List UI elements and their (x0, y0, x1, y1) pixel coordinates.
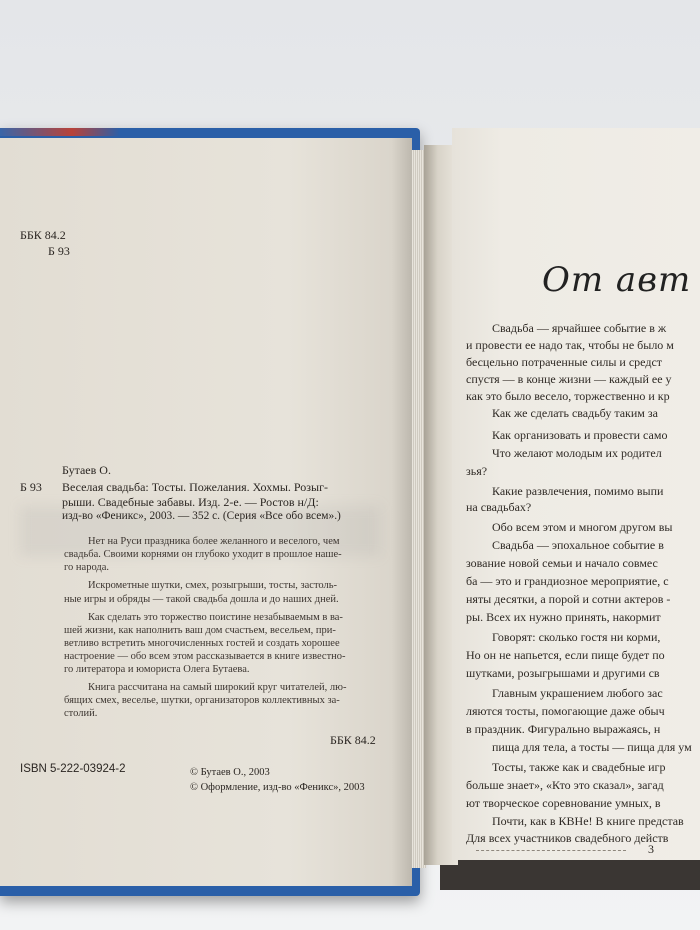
abstract-line: Книга рассчитана на самый широкий круг читателей, лю- (88, 682, 347, 693)
body-line: больше знает», «Кто это сказал», загад (466, 778, 664, 792)
left-page (0, 138, 412, 886)
copyright-design: © Оформление, изд-во «Феникс», 2003 (190, 782, 365, 793)
body-line: Говорят: сколько гостя ни корми, (492, 630, 661, 644)
body-line: Обо всем этом и многом другом вы (492, 520, 673, 534)
abstract-line: ветливо встретить многочисленных гостей и создать хорошее (64, 638, 340, 649)
biblio-line-3: изд-во «Феникс», 2003. — 352 с. (Серия «Все обо всем».) (62, 510, 341, 522)
body-line: ют творческое соревнование умных, в (466, 796, 661, 810)
body-line: шутками, розыгрышами и другими св (466, 666, 660, 680)
biblio-line-2: рыши. Свадебные забавы. Изд. 2-е. — Ростов н/Д: (62, 495, 319, 509)
abstract-line: ные игры и обряды — такой свадьба дошла и до наших дней. (64, 594, 339, 605)
body-line: Главным украшением любого зас (492, 686, 663, 700)
body-line: Почти, как в КВНе! В книге представ (492, 814, 684, 828)
abstract-line: го народа. (64, 562, 110, 573)
body-line: Как же сделать свадьбу таким за (492, 406, 658, 420)
body-line: Какие развлечения, помимо выпи (492, 484, 664, 498)
abstract-line: бящих смех, веселье, шутки, организаторов коллективных за- (64, 695, 340, 706)
author-index-top: Б 93 (48, 244, 70, 258)
body-line: ры. Всех их нужно принять, накормит (466, 610, 661, 624)
isbn: ISBN 5-222-03924-2 (20, 763, 126, 775)
body-line: Для всех участников свадебного действ (466, 831, 669, 845)
cover-edge-stripe (0, 128, 120, 136)
body-line: Свадьба — эпохальное событие в (492, 538, 664, 552)
bbk-code-top: ББК 84.2 (20, 228, 66, 242)
footer-ornament (476, 850, 626, 851)
abstract-line: Нет на Руси праздника более желанного и веселого, чем (88, 536, 340, 547)
bbk-code-bottom: ББК 84.2 (330, 733, 376, 747)
body-line: зование новой семьи и начало совмес (466, 556, 658, 570)
abstract-line: Как сделать это торжество поистине незабываемым в ва- (88, 612, 343, 623)
abstract-line: свадьба. Своими корнями он глубоко уходит в прошлое наше- (64, 549, 342, 560)
body-line: Но он не напьется, если пище будет по (466, 648, 665, 662)
body-line: пища для тела, а тосты — пища для ум (492, 740, 692, 754)
body-line: Свадьба — ярчайшее событие в ж (492, 321, 667, 335)
body-line: ба — это и грандиозное мероприятие, с (466, 574, 669, 588)
body-line: на свадьбах? (466, 500, 532, 514)
chapter-heading: От авт (542, 260, 692, 300)
author-name: Бутаев О. (62, 463, 111, 477)
copyright-author: © Бутаев О., 2003 (190, 767, 270, 778)
body-line: ляются тосты, помогающие даже обыч (466, 704, 665, 718)
body-line: няты десятки, а порой и сотни актеров - (466, 592, 671, 606)
body-line: Что желают молодым их родител (492, 446, 662, 460)
right-page (452, 128, 700, 860)
abstract-line: го литератора и юмориста Олега Бутаева. (64, 664, 250, 675)
body-line: зья? (466, 464, 488, 478)
page-number: 3 (648, 842, 654, 856)
body-line: как это было весело, торжественно и кр (466, 389, 670, 403)
body-line: спустя — в конце жизни — каждый ее у (466, 372, 672, 386)
abstract-line: шей жизни, как наполнить ваш дом счастьем, весельем, при- (64, 625, 336, 636)
abstract-line: столий. (64, 708, 98, 719)
body-line: Тосты, также как и свадебные игр (492, 760, 666, 774)
body-line: Как организовать и провести само (492, 428, 668, 442)
body-line: бесцельно потраченные силы и средст (466, 355, 663, 369)
body-line: в праздник. Фигурально выражаясь, н (466, 722, 661, 736)
biblio-line-1: Веселая свадьба: Тосты. Пожелания. Хохмы. Розыг- (62, 480, 328, 494)
author-index: Б 93 (20, 480, 42, 494)
abstract-line: Искрометные шутки, смех, розыгрыши, тосты, застоль- (88, 580, 338, 591)
abstract-line: настроение — обо всем этом рассказывается в книге известно- (64, 651, 346, 662)
body-line: и провести ее надо так, чтобы не было м (466, 338, 674, 352)
